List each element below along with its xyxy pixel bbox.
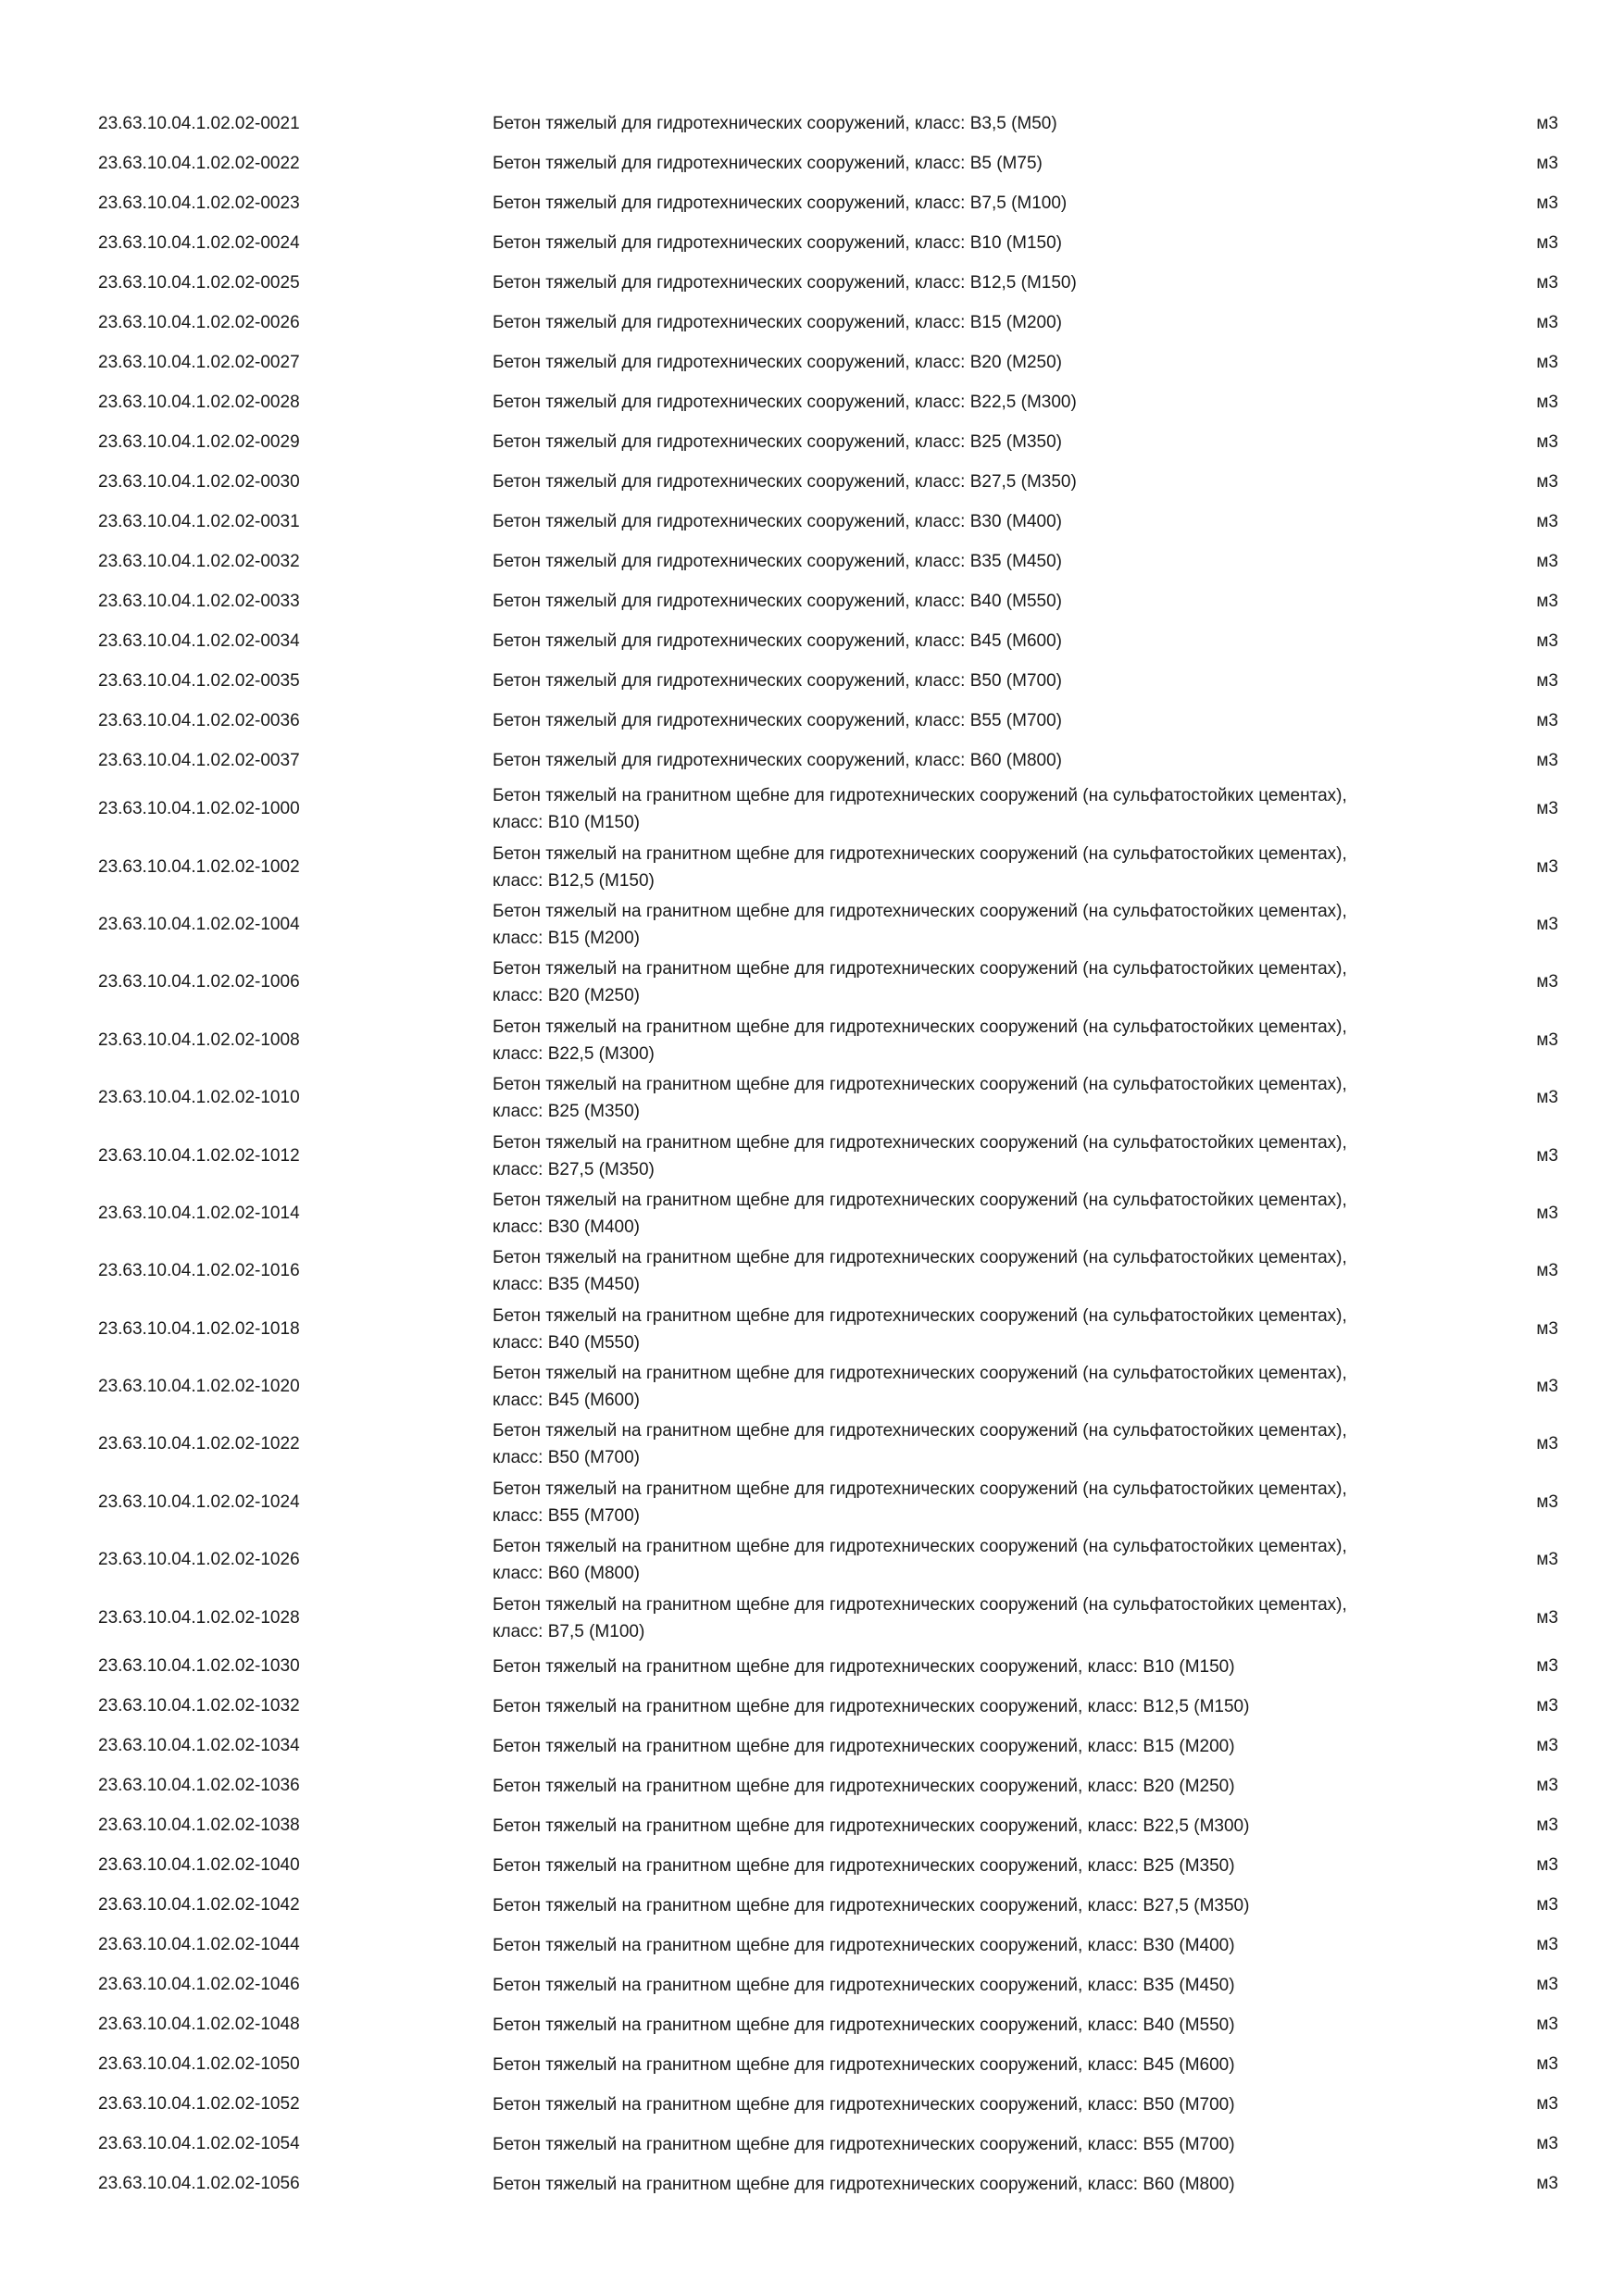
- row-unit: м3: [1536, 232, 1558, 253]
- row-code: 23.63.10.04.1.02.02-1054: [98, 2134, 300, 2154]
- row-name: Бетон тяжелый на гранитном щебне для гидротехнических сооружений, класс: В40 (М550): [493, 2015, 1235, 2035]
- row-unit: м3: [1536, 1696, 1558, 1716]
- row-unit: м3: [1536, 1434, 1558, 1454]
- row-name: Бетон тяжелый на гранитном щебне для гидротехнических сооружений (на сульфатостойких цементах), класс: В35 (М450): [493, 1248, 1347, 1295]
- materials-table: [98, 104, 1570, 2204]
- row-unit: м3: [1536, 710, 1558, 730]
- row-code: 23.63.10.04.1.02.02-1048: [98, 2015, 300, 2035]
- row-code: 23.63.10.04.1.02.02-1040: [98, 1855, 300, 1876]
- table-row: [98, 1242, 1570, 1300]
- row-name: Бетон тяжелый для гидротехнических сооружений, класс: В10 (М150): [493, 233, 1062, 253]
- table-row: [98, 2085, 1570, 2125]
- table-row: [98, 1012, 1570, 1069]
- table-row: [98, 223, 1570, 263]
- table-row: [98, 1886, 1570, 1926]
- row-name: Бетон тяжелый для гидротехнических сооружений, класс: В35 (М450): [493, 552, 1062, 571]
- row-code: 23.63.10.04.1.02.02-0025: [98, 272, 300, 293]
- row-code: 23.63.10.04.1.02.02-1028: [98, 1607, 300, 1628]
- row-unit: м3: [1536, 1318, 1558, 1339]
- table-row: [98, 144, 1570, 183]
- table-row: [98, 1531, 1570, 1589]
- table-row: [98, 1965, 1570, 2005]
- table-row: [98, 1301, 1570, 1358]
- row-unit: м3: [1536, 2054, 1558, 2075]
- row-code: 23.63.10.04.1.02.02-0035: [98, 670, 300, 691]
- row-unit: м3: [1536, 630, 1558, 651]
- table-row: [98, 1416, 1570, 1473]
- row-code: 23.63.10.04.1.02.02-0037: [98, 750, 300, 770]
- table-row: [98, 422, 1570, 462]
- table-row: [98, 2005, 1570, 2045]
- table-row: [98, 382, 1570, 422]
- row-unit: м3: [1536, 1491, 1558, 1512]
- table-row: [98, 1069, 1570, 1127]
- row-name: Бетон тяжелый на гранитном щебне для гидротехнических сооружений (на сульфатостойких цементах), класс: В27,5 (М350): [493, 1132, 1347, 1179]
- row-code: 23.63.10.04.1.02.02-1038: [98, 1816, 300, 1836]
- row-code: 23.63.10.04.1.02.02-0031: [98, 511, 300, 531]
- row-unit: м3: [1536, 1261, 1558, 1281]
- table-row: [98, 1806, 1570, 1846]
- row-code: 23.63.10.04.1.02.02-1036: [98, 1776, 300, 1796]
- table-row: [98, 1687, 1570, 1727]
- table-row: [98, 1846, 1570, 1886]
- row-name: Бетон тяжелый для гидротехнических сооружений, класс: В15 (М200): [493, 313, 1062, 332]
- row-code: 23.63.10.04.1.02.02-0023: [98, 193, 300, 213]
- row-code: 23.63.10.04.1.02.02-1008: [98, 1029, 300, 1050]
- row-name: Бетон тяжелый на гранитном щебне для гидротехнических сооружений, класс: В22,5 (М300): [493, 1816, 1250, 1836]
- row-unit: м3: [1536, 1855, 1558, 1876]
- table-row: [98, 502, 1570, 542]
- row-unit: м3: [1536, 471, 1558, 492]
- table-row: [98, 621, 1570, 661]
- row-name: Бетон тяжелый для гидротехнических сооружений, класс: В22,5 (М300): [493, 393, 1077, 412]
- row-name: Бетон тяжелый на гранитном щебне для гидротехнических сооружений (на сульфатостойких цементах), класс: В15 (М200): [493, 901, 1347, 948]
- row-code: 23.63.10.04.1.02.02-0036: [98, 710, 300, 730]
- row-name: Бетон тяжелый на гранитном щебне для гидротехнических сооружений, класс: В10 (М150): [493, 1656, 1235, 1677]
- row-name: Бетон тяжелый на гранитном щебне для гидротехнических сооружений (на сульфатостойких цементах), класс: В50 (М700): [493, 1421, 1347, 1468]
- row-name: Бетон тяжелый на гранитном щебне для гидротехнических сооружений (на сульфатостойких цементах), класс: В12,5 (М150): [493, 843, 1347, 891]
- row-code: 23.63.10.04.1.02.02-1030: [98, 1656, 300, 1677]
- table-row: [98, 104, 1570, 144]
- table-row: [98, 661, 1570, 701]
- table-row: [98, 1727, 1570, 1766]
- row-unit: м3: [1536, 914, 1558, 934]
- table-row: [98, 2125, 1570, 2165]
- row-code: 23.63.10.04.1.02.02-1002: [98, 856, 300, 877]
- row-unit: м3: [1536, 1776, 1558, 1796]
- row-unit: м3: [1536, 1088, 1558, 1108]
- row-name: Бетон тяжелый для гидротехнических сооружений, класс: В20 (М250): [493, 353, 1062, 372]
- table-row: [98, 1766, 1570, 1806]
- row-code: 23.63.10.04.1.02.02-1050: [98, 2054, 300, 2075]
- table-row: [98, 1358, 1570, 1416]
- row-unit: м3: [1536, 153, 1558, 173]
- row-name: Бетон тяжелый для гидротехнических сооружений, класс: В45 (М600): [493, 631, 1062, 651]
- row-name: Бетон тяжелый на гранитном щебне для гидротехнических сооружений, класс: В20 (М250): [493, 1776, 1235, 1796]
- row-code: 23.63.10.04.1.02.02-0034: [98, 630, 300, 651]
- row-name: Бетон тяжелый для гидротехнических сооружений, класс: В30 (М400): [493, 512, 1062, 531]
- table-row: [98, 263, 1570, 303]
- row-code: 23.63.10.04.1.02.02-0033: [98, 591, 300, 611]
- row-code: 23.63.10.04.1.02.02-0028: [98, 392, 300, 412]
- row-code: 23.63.10.04.1.02.02-1006: [98, 972, 300, 992]
- row-code: 23.63.10.04.1.02.02-1020: [98, 1377, 300, 1397]
- row-name: Бетон тяжелый на гранитном щебне для гидротехнических сооружений (на сульфатостойких цементах), класс: В10 (М150): [493, 786, 1347, 833]
- row-code: 23.63.10.04.1.02.02-1012: [98, 1145, 300, 1166]
- row-unit: м3: [1536, 511, 1558, 531]
- row-unit: м3: [1536, 1607, 1558, 1628]
- row-code: 23.63.10.04.1.02.02-0024: [98, 232, 300, 253]
- row-unit: м3: [1536, 392, 1558, 412]
- row-code: 23.63.10.04.1.02.02-1032: [98, 1696, 300, 1716]
- table-row: [98, 303, 1570, 343]
- table-row: [98, 741, 1570, 780]
- row-code: 23.63.10.04.1.02.02-1014: [98, 1203, 300, 1223]
- row-name: Бетон тяжелый на гранитном щебне для гидротехнических сооружений (на сульфатостойких цементах), класс: В30 (М400): [493, 1190, 1347, 1237]
- row-name: Бетон тяжелый для гидротехнических сооружений, класс: В50 (М700): [493, 671, 1062, 691]
- row-unit: м3: [1536, 972, 1558, 992]
- row-name: Бетон тяжелый на гранитном щебне для гидротехнических сооружений, класс: В35 (М450): [493, 1975, 1235, 1995]
- row-name: Бетон тяжелый для гидротехнических сооружений, класс: В3,5 (М50): [493, 114, 1057, 133]
- row-code: 23.63.10.04.1.02.02-0030: [98, 471, 300, 492]
- row-unit: м3: [1536, 193, 1558, 213]
- row-name: Бетон тяжелый на гранитном щебне для гидротехнических сооружений, класс: В25 (М350): [493, 1855, 1235, 1876]
- table-row: [98, 2165, 1570, 2204]
- row-unit: м3: [1536, 2015, 1558, 2035]
- row-name: Бетон тяжелый на гранитном щебне для гидротехнических сооружений (на сульфатостойких цементах), класс: В55 (М700): [493, 1479, 1347, 1526]
- row-name: Бетон тяжелый на гранитном щебне для гидротехнических сооружений (на сульфатостойких цементах), класс: В60 (М800): [493, 1537, 1347, 1584]
- row-code: 23.63.10.04.1.02.02-1024: [98, 1491, 300, 1512]
- row-code: 23.63.10.04.1.02.02-1022: [98, 1434, 300, 1454]
- table-row: [98, 780, 1570, 838]
- row-code: 23.63.10.04.1.02.02-1042: [98, 1895, 300, 1915]
- row-name: Бетон тяжелый на гранитном щебне для гидротехнических сооружений, класс: В55 (М700): [493, 2134, 1235, 2154]
- row-unit: м3: [1536, 1935, 1558, 1955]
- table-row: [98, 1647, 1570, 1687]
- row-code: 23.63.10.04.1.02.02-0026: [98, 312, 300, 332]
- row-unit: м3: [1536, 2094, 1558, 2115]
- row-code: 23.63.10.04.1.02.02-1044: [98, 1935, 300, 1955]
- table-row: [98, 1127, 1570, 1184]
- row-name: Бетон тяжелый на гранитном щебне для гидротехнических сооружений, класс: В12,5 (М150): [493, 1696, 1250, 1716]
- row-code: 23.63.10.04.1.02.02-0027: [98, 352, 300, 372]
- row-name: Бетон тяжелый на гранитном щебне для гидротехнических сооружений, класс: В45 (М600): [493, 2054, 1235, 2075]
- row-unit: м3: [1536, 1816, 1558, 1836]
- table-row: [98, 838, 1570, 895]
- row-unit: м3: [1536, 799, 1558, 819]
- table-row: [98, 343, 1570, 382]
- row-code: 23.63.10.04.1.02.02-1016: [98, 1261, 300, 1281]
- row-name: Бетон тяжелый на гранитном щебне для гидротехнических сооружений (на сульфатостойких цементах), класс: В22,5 (М300): [493, 1017, 1347, 1064]
- row-name: Бетон тяжелый на гранитном щебне для гидротехнических сооружений (на сульфатостойких цементах), класс: В25 (М350): [493, 1075, 1347, 1122]
- row-unit: м3: [1536, 591, 1558, 611]
- row-unit: м3: [1536, 1203, 1558, 1223]
- row-name: Бетон тяжелый для гидротехнических сооружений, класс: В12,5 (М150): [493, 273, 1077, 293]
- row-name: Бетон тяжелый для гидротехнических сооружений, класс: В40 (М550): [493, 592, 1062, 611]
- row-name: Бетон тяжелый для гидротехнических сооружений, класс: В27,5 (М350): [493, 472, 1077, 492]
- row-name: Бетон тяжелый для гидротехнических сооружений, класс: В60 (М800): [493, 751, 1062, 770]
- row-unit: м3: [1536, 1975, 1558, 1995]
- row-code: 23.63.10.04.1.02.02-1026: [98, 1550, 300, 1570]
- row-name: Бетон тяжелый на гранитном щебне для гидротехнических сооружений, класс: В60 (М800): [493, 2174, 1235, 2194]
- row-code: 23.63.10.04.1.02.02-0029: [98, 431, 300, 452]
- table-row: [98, 701, 1570, 741]
- row-name: Бетон тяжелый для гидротехнических сооружений, класс: В55 (М700): [493, 711, 1062, 730]
- row-unit: м3: [1536, 1029, 1558, 1050]
- row-unit: м3: [1536, 1550, 1558, 1570]
- table-row: [98, 896, 1570, 954]
- row-unit: м3: [1536, 431, 1558, 452]
- row-name: Бетон тяжелый на гранитном щебне для гидротехнических сооружений (на сульфатостойких цементах), класс: В40 (М550): [493, 1305, 1347, 1353]
- row-unit: м3: [1536, 2174, 1558, 2194]
- row-unit: м3: [1536, 670, 1558, 691]
- table-row: [98, 1589, 1570, 1646]
- row-code: 23.63.10.04.1.02.02-1018: [98, 1318, 300, 1339]
- row-code: 23.63.10.04.1.02.02-1004: [98, 914, 300, 934]
- row-name: Бетон тяжелый на гранитном щебне для гидротехнических сооружений (на сульфатостойких цементах), класс: В7,5 (М100): [493, 1594, 1347, 1641]
- table-row: [98, 1185, 1570, 1242]
- row-unit: м3: [1536, 272, 1558, 293]
- row-name: Бетон тяжелый на гранитном щебне для гидротехнических сооружений (на сульфатостойких цементах), класс: В45 (М600): [493, 1364, 1347, 1411]
- row-unit: м3: [1536, 856, 1558, 877]
- row-name: Бетон тяжелый на гранитном щебне для гидротехнических сооружений (на сульфатостойких цементах), класс: В20 (М250): [493, 959, 1347, 1006]
- row-code: 23.63.10.04.1.02.02-0032: [98, 551, 300, 571]
- row-name: Бетон тяжелый на гранитном щебне для гидротехнических сооружений, класс: В50 (М700): [493, 2094, 1235, 2115]
- table-row: [98, 542, 1570, 581]
- table-row: [98, 2045, 1570, 2085]
- row-unit: м3: [1536, 750, 1558, 770]
- row-name: Бетон тяжелый для гидротехнических сооружений, класс: В7,5 (М100): [493, 193, 1068, 213]
- table-row: [98, 954, 1570, 1011]
- table-row: [98, 581, 1570, 621]
- row-unit: м3: [1536, 1656, 1558, 1677]
- row-unit: м3: [1536, 1145, 1558, 1166]
- row-name: Бетон тяжелый для гидротехнических сооружений, класс: В25 (М350): [493, 432, 1062, 452]
- row-unit: м3: [1536, 1895, 1558, 1915]
- row-unit: м3: [1536, 2134, 1558, 2154]
- row-code: 23.63.10.04.1.02.02-1010: [98, 1088, 300, 1108]
- row-code: 23.63.10.04.1.02.02-0021: [98, 113, 300, 133]
- row-unit: м3: [1536, 1377, 1558, 1397]
- table-row: [98, 183, 1570, 223]
- row-name: Бетон тяжелый на гранитном щебне для гидротехнических сооружений, класс: В27,5 (М350): [493, 1895, 1250, 1915]
- row-unit: м3: [1536, 1736, 1558, 1756]
- row-code: 23.63.10.04.1.02.02-1034: [98, 1736, 300, 1756]
- row-unit: м3: [1536, 352, 1558, 372]
- row-name: Бетон тяжелый на гранитном щебне для гидротехнических сооружений, класс: В15 (М200): [493, 1736, 1235, 1756]
- row-name: Бетон тяжелый для гидротехнических сооружений, класс: В5 (М75): [493, 154, 1043, 173]
- table-row: [98, 1474, 1570, 1531]
- row-unit: м3: [1536, 551, 1558, 571]
- row-unit: м3: [1536, 312, 1558, 332]
- table-row: [98, 1926, 1570, 1965]
- table-row: [98, 462, 1570, 502]
- row-code: 23.63.10.04.1.02.02-1000: [98, 799, 300, 819]
- row-code: 23.63.10.04.1.02.02-0022: [98, 153, 300, 173]
- row-code: 23.63.10.04.1.02.02-1046: [98, 1975, 300, 1995]
- row-code: 23.63.10.04.1.02.02-1056: [98, 2174, 300, 2194]
- row-code: 23.63.10.04.1.02.02-1052: [98, 2094, 300, 2115]
- row-name: Бетон тяжелый на гранитном щебне для гидротехнических сооружений, класс: В30 (М400): [493, 1935, 1235, 1955]
- row-unit: м3: [1536, 113, 1558, 133]
